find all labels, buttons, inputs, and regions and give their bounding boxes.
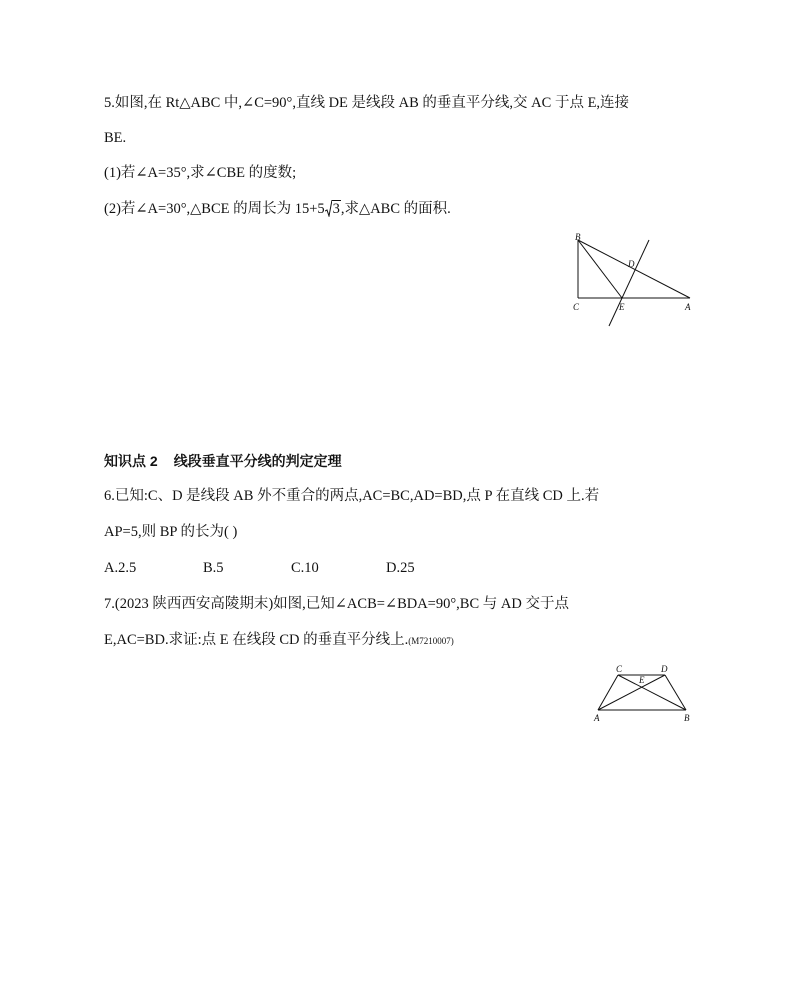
radical-sign-icon (325, 200, 332, 217)
label-B: B (684, 713, 690, 723)
q5-part-2 (104, 199, 451, 219)
q5-part-2-text-after: ,求△ABC 的面积. (340, 201, 451, 217)
radicand: 3 (332, 201, 340, 217)
label-E: E (639, 675, 645, 685)
q7-stem-text: E,AC=BD.求证:点 E 在线段 CD 的垂直平分线上. (104, 632, 409, 648)
segment-AB (578, 240, 690, 298)
label-D: D (628, 259, 635, 269)
q7-stem-line-1: 7.(2023 陕西西安高陵期末)如图,已知∠ACB=∠BDA=90°,BC 与 AD 交于点 (104, 596, 569, 612)
option-d: D.25 (386, 560, 415, 576)
q5-part-2-text-before: (2)若∠A=30°,△BCE 的周长为 15+5 (104, 201, 325, 217)
label-C: C (573, 302, 580, 312)
sqrt-symbol (325, 199, 341, 219)
q6-stem-line-1: 6.已知:C、D 是线段 AB 外不重合的两点,AC=BC,AD=BD,点 P 在直线 CD 上.若 (104, 488, 600, 504)
segment-BE (578, 240, 622, 298)
q7-figure (588, 660, 698, 725)
q6-stem-line-2: AP=5,则 BP 的长为( ) (104, 524, 238, 540)
option-c: C.10 (291, 560, 319, 576)
label-A: A (685, 302, 691, 312)
q7-stem-line-2 (104, 630, 454, 651)
label-B: B (575, 232, 581, 242)
q5-stem-line-1: 5.如图,在 Rt△ABC 中,∠C=90°,直线 DE 是线段 AB 的垂直平分线,交 AC 于点 E,连接 (104, 95, 630, 111)
q5-figure (565, 228, 705, 328)
question-code: (M7210007) (408, 636, 454, 646)
label-C: C (616, 664, 623, 674)
label-A: A (594, 713, 600, 723)
label-D: D (661, 664, 668, 674)
section-heading (104, 451, 342, 471)
option-a: A.2.5 (104, 560, 137, 576)
q5-stem-line-2: BE. (104, 130, 127, 146)
line-DE (609, 240, 649, 326)
q5-part-1: (1)若∠A=35°,求∠CBE 的度数; (104, 165, 297, 181)
label-E: E (619, 302, 625, 312)
section-label: 知识点 2 (104, 453, 158, 469)
option-b: B.5 (203, 560, 224, 576)
section-title: 线段垂直平分线的判定定理 (173, 453, 342, 469)
